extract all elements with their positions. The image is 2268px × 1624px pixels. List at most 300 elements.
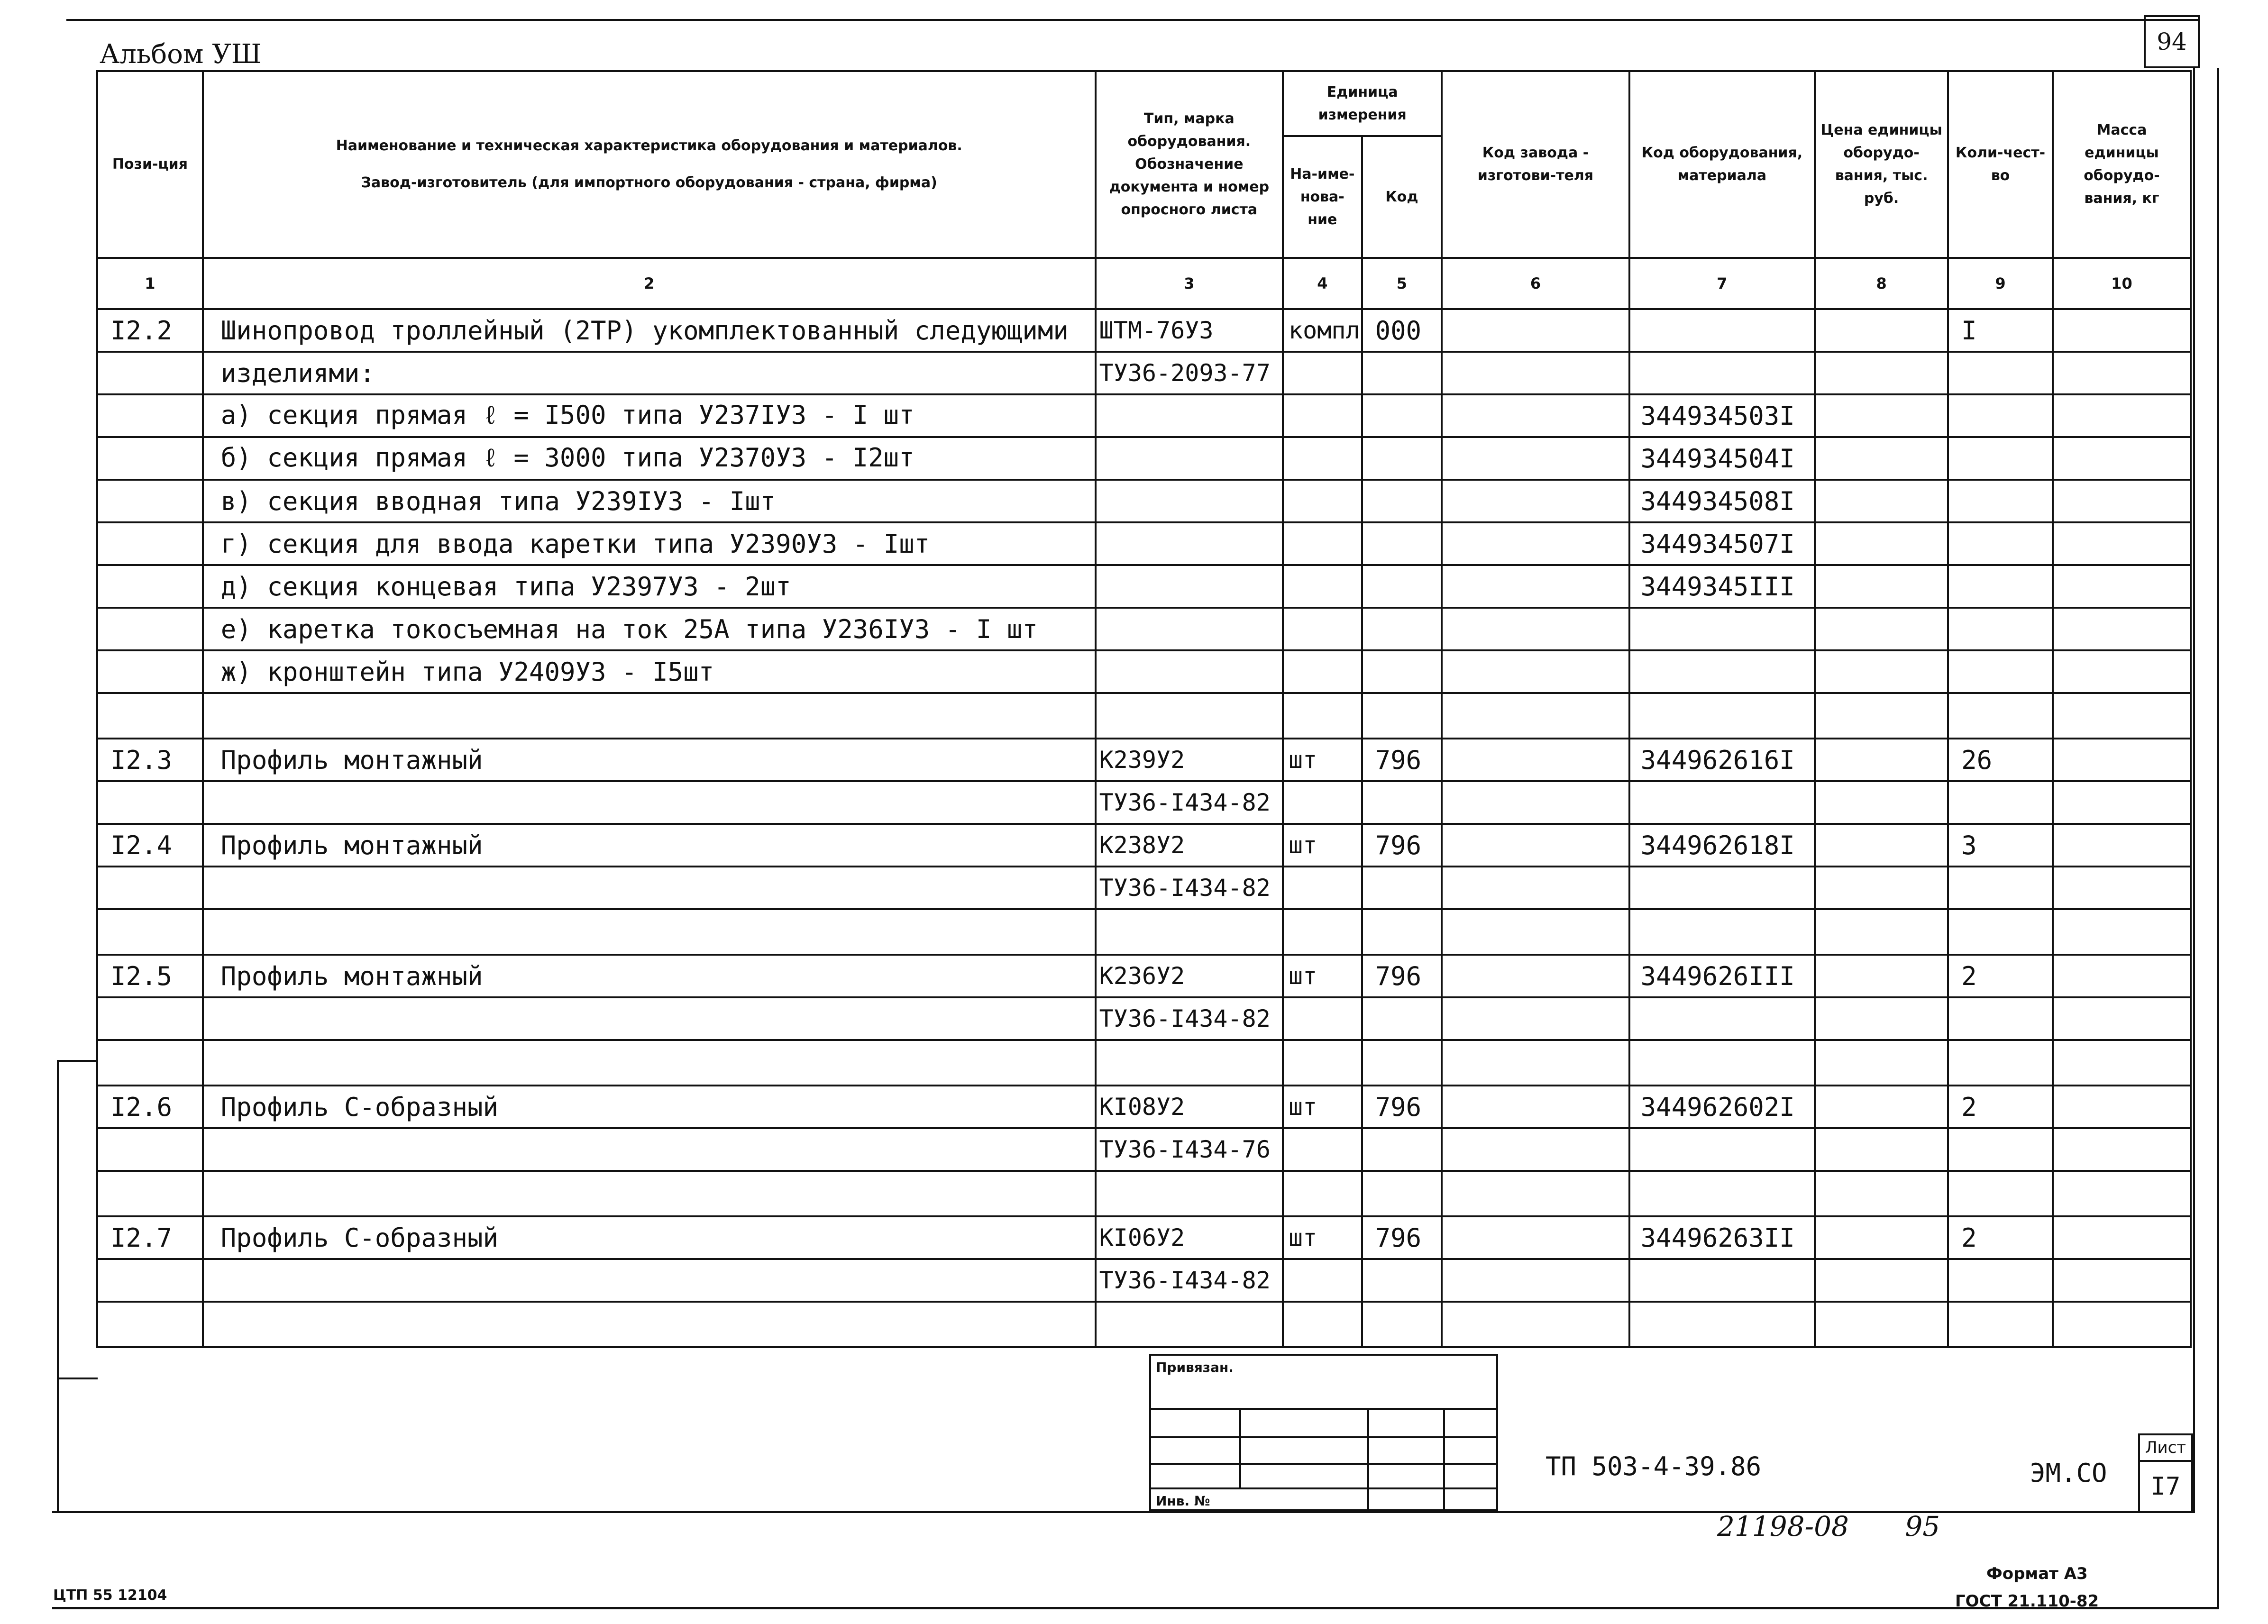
unit-name-cell [1283, 522, 1362, 565]
maker-code-cell [1442, 955, 1629, 997]
name-cell: Профиль С-образный [203, 1086, 1096, 1128]
name-cell: е) каретка токосъемная на ток 25А типа У236IУЗ - I шт [203, 608, 1096, 650]
header-row-top [97, 71, 2191, 136]
unit-name-cell [1283, 650, 1362, 693]
unit-code-cell [1362, 437, 1442, 480]
name-cell: изделиями: [203, 352, 1096, 394]
spacer-row [97, 1040, 2191, 1086]
type-cell [1096, 693, 1283, 739]
name-cell: а) секция прямая ℓ = I500 типа У237IУЗ - I шт [203, 394, 1096, 437]
quantity-cell: 26 [1948, 739, 2053, 781]
quantity-cell [1948, 352, 2053, 394]
unit-code-cell [1362, 522, 1442, 565]
unit-code-cell [1362, 693, 1442, 739]
handwritten-page: 95 [1905, 1510, 1940, 1542]
quantity-cell [1948, 522, 2053, 565]
type-cell [1096, 394, 1283, 437]
position-cell [97, 565, 203, 608]
unit-name-cell [1283, 565, 1362, 608]
name-cell: б) секция прямая ℓ = 3000 типа У2370УЗ - I2шт [203, 437, 1096, 480]
stamp-line [1239, 1408, 1241, 1487]
specification-table [96, 70, 2192, 1348]
quantity-cell [1948, 693, 2053, 739]
type-cell: ТУ36-I434-82 [1096, 867, 1283, 909]
type-cell [1096, 650, 1283, 693]
quantity-cell [1948, 909, 2053, 955]
unit-price-cell [1815, 480, 1948, 522]
quantity-cell [1948, 394, 2053, 437]
position-cell [97, 1302, 203, 1347]
equipment-code-cell [1629, 867, 1815, 909]
name-cell: Профиль монтажный [203, 739, 1096, 781]
unit-name-cell [1283, 1259, 1362, 1302]
mass-cell [2053, 437, 2191, 480]
name-cell: г) секция для ввода каретки типа У2390УЗ - Iшт [203, 522, 1096, 565]
unit-code-cell [1362, 650, 1442, 693]
type-cell [1096, 437, 1283, 480]
unit-price-cell [1815, 309, 1948, 352]
name-cell: ж) кронштейн типа У2409УЗ - I5шт [203, 650, 1096, 693]
maker-code-cell [1442, 650, 1629, 693]
type-cell [1096, 1171, 1283, 1216]
type-cell: КI06У2 [1096, 1216, 1283, 1259]
header-name-line1: Наименование и техническая характеристика оборудования и материалов. [336, 137, 962, 154]
maker-code-cell [1442, 480, 1629, 522]
frame-right-line [2217, 68, 2219, 1609]
frame-right-inner-line [2193, 68, 2195, 1513]
unit-code-cell [1362, 352, 1442, 394]
name-cell [203, 1259, 1096, 1302]
position-cell [97, 693, 203, 739]
name-cell [203, 1302, 1096, 1347]
quantity-cell [1948, 997, 2053, 1040]
name-cell: Профиль монтажный [203, 955, 1096, 997]
type-cell [1096, 565, 1283, 608]
unit-price-cell [1815, 739, 1948, 781]
header-unit-code: Код [1362, 136, 1442, 258]
unit-price-cell [1815, 909, 1948, 955]
unit-price-cell [1815, 522, 1948, 565]
name-cell [203, 997, 1096, 1040]
column-number-cell: 2 [203, 258, 1096, 309]
table-row [97, 352, 2191, 394]
unit-code-cell [1362, 394, 1442, 437]
unit-name-cell [1283, 997, 1362, 1040]
equipment-code-cell [1629, 1259, 1815, 1302]
stamp-line [1443, 1408, 1445, 1511]
equipment-code-cell [1629, 1171, 1815, 1216]
name-cell [203, 781, 1096, 824]
position-cell [97, 650, 203, 693]
column-number-cell: 1 [97, 258, 203, 309]
maker-code-cell [1442, 781, 1629, 824]
column-number-cell: 3 [1096, 258, 1283, 309]
mass-cell [2053, 693, 2191, 739]
type-cell [1096, 608, 1283, 650]
equipment-code-cell [1629, 650, 1815, 693]
unit-price-cell [1815, 955, 1948, 997]
position-cell [97, 867, 203, 909]
unit-name-cell [1283, 480, 1362, 522]
position-cell [97, 1171, 203, 1216]
type-cell: ШТМ-76УЗ [1096, 309, 1283, 352]
unit-price-cell [1815, 1259, 1948, 1302]
type-cell: ТУ36-2093-77 [1096, 352, 1283, 394]
position-cell: I2.7 [97, 1216, 203, 1259]
unit-price-cell [1815, 437, 1948, 480]
column-number-cell: 4 [1283, 258, 1362, 309]
unit-price-cell [1815, 352, 1948, 394]
unit-code-cell [1362, 565, 1442, 608]
unit-name-cell: шт [1283, 824, 1362, 867]
maker-code-cell [1442, 997, 1629, 1040]
mass-cell [2053, 997, 2191, 1040]
position-cell [97, 522, 203, 565]
unit-price-cell [1815, 565, 1948, 608]
table-row [97, 522, 2191, 565]
position-cell [97, 352, 203, 394]
mass-cell [2053, 1040, 2191, 1086]
unit-code-cell: 796 [1362, 1216, 1442, 1259]
equipment-code-cell: 3449626III [1629, 955, 1815, 997]
position-cell: I2.5 [97, 955, 203, 997]
table-row [97, 1216, 2191, 1259]
album-label: Альбом УШ [100, 39, 262, 70]
maker-code-cell [1442, 1086, 1629, 1128]
unit-code-cell [1362, 1128, 1442, 1171]
unit-code-cell: 796 [1362, 955, 1442, 997]
equipment-code-cell [1629, 1040, 1815, 1086]
table-row [97, 739, 2191, 781]
unit-price-cell [1815, 824, 1948, 867]
unit-price-cell [1815, 781, 1948, 824]
unit-price-cell [1815, 608, 1948, 650]
unit-code-cell [1362, 781, 1442, 824]
mass-cell [2053, 781, 2191, 824]
equipment-code-cell: 344934507I [1629, 522, 1815, 565]
unit-code-cell [1362, 1171, 1442, 1216]
column-number-cell: 5 [1362, 258, 1442, 309]
quantity-cell: 3 [1948, 824, 2053, 867]
unit-name-cell [1283, 1171, 1362, 1216]
name-cell: д) секция концевая типа У2397УЗ - 2шт [203, 565, 1096, 608]
column-number-row [97, 258, 2191, 309]
maker-code-cell [1442, 1040, 1629, 1086]
maker-code-cell [1442, 1216, 1629, 1259]
header-unit-name: На-име-нова-ние [1283, 136, 1362, 258]
type-cell [1096, 1302, 1283, 1347]
header-position: Пози-ция [97, 71, 203, 258]
unit-code-cell [1362, 867, 1442, 909]
mass-cell [2053, 608, 2191, 650]
quantity-cell [1948, 1040, 2053, 1086]
spacer-row [97, 693, 2191, 739]
table-row [97, 867, 2191, 909]
mass-cell [2053, 480, 2191, 522]
header-name [203, 71, 1096, 258]
unit-name-cell [1283, 1128, 1362, 1171]
maker-code-cell [1442, 824, 1629, 867]
stamp-line [1367, 1408, 1369, 1511]
unit-name-cell [1283, 1040, 1362, 1086]
maker-code-cell [1442, 909, 1629, 955]
table-row [97, 309, 2191, 352]
mass-cell [2053, 867, 2191, 909]
margin-strip-top [57, 1060, 98, 1062]
position-cell: I2.4 [97, 824, 203, 867]
table-row [97, 955, 2191, 997]
unit-price-cell [1815, 1171, 1948, 1216]
type-cell: ТУ36-I434-82 [1096, 781, 1283, 824]
header-unit-group: Единица измерения [1283, 71, 1442, 136]
header-mass: Масса единицы оборудо-вания, кг [2053, 71, 2191, 258]
quantity-cell [1948, 1259, 2053, 1302]
unit-name-cell [1283, 867, 1362, 909]
unit-code-cell: 796 [1362, 739, 1442, 781]
name-cell [203, 1128, 1096, 1171]
unit-price-cell [1815, 1040, 1948, 1086]
unit-name-cell [1283, 437, 1362, 480]
column-number-cell: 8 [1815, 258, 1948, 309]
mass-cell [2053, 352, 2191, 394]
header-maker-code: Код завода - изготови-теля [1442, 71, 1629, 258]
margin-strip-mid [57, 1378, 98, 1379]
mass-cell [2053, 1259, 2191, 1302]
quantity-cell [1948, 608, 2053, 650]
mass-cell [2053, 1128, 2191, 1171]
type-cell: ТУ36-I434-82 [1096, 1259, 1283, 1302]
table-row [97, 997, 2191, 1040]
mass-cell [2053, 955, 2191, 997]
mass-cell [2053, 1302, 2191, 1347]
equipment-code-cell: 344934504I [1629, 437, 1815, 480]
equipment-code-cell: 344962618I [1629, 824, 1815, 867]
maker-code-cell [1442, 565, 1629, 608]
type-cell [1096, 522, 1283, 565]
quantity-cell [1948, 867, 2053, 909]
unit-name-cell: шт [1283, 1086, 1362, 1128]
quantity-cell [1948, 480, 2053, 522]
type-cell: ТУ36-I434-82 [1096, 997, 1283, 1040]
table-row [97, 394, 2191, 437]
equipment-code-cell [1629, 1128, 1815, 1171]
unit-name-cell: шт [1283, 955, 1362, 997]
type-cell: ТУ36-I434-76 [1096, 1128, 1283, 1171]
position-cell [97, 480, 203, 522]
position-cell [97, 997, 203, 1040]
table-row [97, 781, 2191, 824]
name-cell [203, 867, 1096, 909]
mass-cell [2053, 309, 2191, 352]
unit-name-cell [1283, 781, 1362, 824]
table-row [97, 650, 2191, 693]
type-cell: К236У2 [1096, 955, 1283, 997]
unit-name-cell [1283, 352, 1362, 394]
unit-name-cell [1283, 693, 1362, 739]
table-row [97, 1128, 2191, 1171]
position-cell [97, 909, 203, 955]
maker-code-cell [1442, 522, 1629, 565]
column-number-cell: 10 [2053, 258, 2191, 309]
type-cell [1096, 1040, 1283, 1086]
quantity-cell [1948, 565, 2053, 608]
margin-strip-line [57, 1060, 59, 1513]
equipment-code-cell: 344962616I [1629, 739, 1815, 781]
equipment-code-cell [1629, 608, 1815, 650]
mass-cell [2053, 909, 2191, 955]
unit-code-cell [1362, 997, 1442, 1040]
table-row [97, 1086, 2191, 1128]
spacer-row [97, 1171, 2191, 1216]
table-row [97, 1259, 2191, 1302]
unit-price-cell [1815, 997, 1948, 1040]
header-name-line2: Завод-изготовитель (для импортного оборудования - страна, фирма) [361, 174, 937, 191]
position-cell [97, 437, 203, 480]
name-cell: в) секция вводная типа У239IУЗ - Iшт [203, 480, 1096, 522]
quantity-cell [1948, 781, 2053, 824]
maker-code-cell [1442, 739, 1629, 781]
unit-price-cell [1815, 867, 1948, 909]
equipment-code-cell: 344934508I [1629, 480, 1815, 522]
unit-price-cell [1815, 1086, 1948, 1128]
column-number-cell: 6 [1442, 258, 1629, 309]
equipment-code-cell: 344934503I [1629, 394, 1815, 437]
equipment-code-cell [1629, 352, 1815, 394]
mass-cell [2053, 650, 2191, 693]
quantity-cell: 2 [1948, 955, 2053, 997]
position-cell [97, 394, 203, 437]
unit-price-cell [1815, 1302, 1948, 1347]
frame-top-line [66, 19, 2200, 21]
mass-cell [2053, 824, 2191, 867]
mass-cell [2053, 522, 2191, 565]
maker-code-cell [1442, 1259, 1629, 1302]
name-cell: Профиль С-образный [203, 1216, 1096, 1259]
quantity-cell [1948, 650, 2053, 693]
document-code: ТП 503-4-39.86 [1546, 1451, 1762, 1481]
equipment-code-cell [1629, 909, 1815, 955]
handwritten-archive-note [1717, 1510, 1940, 1542]
quantity-cell: 2 [1948, 1086, 2053, 1128]
maker-code-cell [1442, 437, 1629, 480]
format-label: Формат А3 [1986, 1564, 2088, 1583]
type-cell [1096, 909, 1283, 955]
frame-bottom-line [52, 1607, 2219, 1609]
maker-code-cell [1442, 1171, 1629, 1216]
maker-code-cell [1442, 693, 1629, 739]
equipment-code-cell [1629, 693, 1815, 739]
maker-code-cell [1442, 867, 1629, 909]
table-row [97, 437, 2191, 480]
unit-code-cell: 796 [1362, 824, 1442, 867]
mass-cell [2053, 394, 2191, 437]
maker-code-cell [1442, 1302, 1629, 1347]
unit-code-cell [1362, 480, 1442, 522]
name-cell [203, 909, 1096, 955]
quantity-cell [1948, 1128, 2053, 1171]
maker-code-cell [1442, 608, 1629, 650]
mass-cell [2053, 739, 2191, 781]
unit-name-cell: компл [1283, 309, 1362, 352]
header-unit-price: Цена единицы оборудо-вания, тыс. руб. [1815, 71, 1948, 258]
unit-price-cell [1815, 394, 1948, 437]
quantity-cell [1948, 437, 2053, 480]
position-cell [97, 1128, 203, 1171]
name-cell [203, 693, 1096, 739]
sheet-label: Лист [2138, 1433, 2193, 1462]
quantity-cell: 2 [1948, 1216, 2053, 1259]
name-cell: Профиль монтажный [203, 824, 1096, 867]
equipment-code-cell: 34496263II [1629, 1216, 1815, 1259]
position-cell [97, 608, 203, 650]
name-cell [203, 1171, 1096, 1216]
position-cell [97, 1040, 203, 1086]
position-cell [97, 781, 203, 824]
header-quantity: Коли-чест-во [1948, 71, 2053, 258]
type-cell: К238У2 [1096, 824, 1283, 867]
maker-code-cell [1442, 1128, 1629, 1171]
position-cell [97, 1259, 203, 1302]
equipment-code-cell: 3449345III [1629, 565, 1815, 608]
unit-name-cell [1283, 1302, 1362, 1347]
column-number-cell: 7 [1629, 258, 1815, 309]
header-type: Тип, марка оборудования. Обозначение документа и номер опросного листа [1096, 71, 1283, 258]
unit-price-cell [1815, 1128, 1948, 1171]
equipment-code-cell: 344962602I [1629, 1086, 1815, 1128]
quantity-cell [1948, 1302, 2053, 1347]
maker-code-cell [1442, 309, 1629, 352]
unit-price-cell [1815, 1216, 1948, 1259]
unit-name-cell: шт [1283, 1216, 1362, 1259]
type-cell [1096, 480, 1283, 522]
unit-code-cell [1362, 1302, 1442, 1347]
table-row [97, 480, 2191, 522]
mass-cell [2053, 1171, 2191, 1216]
binding-stamp [1149, 1354, 1498, 1511]
column-number-cell: 9 [1948, 258, 2053, 309]
unit-code-cell [1362, 909, 1442, 955]
header-equipment-code: Код оборудования, материала [1629, 71, 1815, 258]
mass-cell [2053, 1086, 2191, 1128]
type-cell: КI08У2 [1096, 1086, 1283, 1128]
document-mark: ЭМ.СО [2030, 1458, 2107, 1488]
maker-code-cell [1442, 352, 1629, 394]
unit-price-cell [1815, 693, 1948, 739]
archive-label: ЦТП 55 12104 [53, 1587, 167, 1604]
position-cell: I2.2 [97, 309, 203, 352]
mass-cell [2053, 1216, 2191, 1259]
unit-name-cell [1283, 608, 1362, 650]
equipment-code-cell [1629, 781, 1815, 824]
name-cell [203, 1040, 1096, 1086]
sheet-number: I7 [2138, 1460, 2193, 1513]
name-cell: Шинопровод троллейный (2ТР) укомплектованный следующими [203, 309, 1096, 352]
maker-code-cell [1442, 394, 1629, 437]
position-cell: I2.3 [97, 739, 203, 781]
unit-code-cell [1362, 1259, 1442, 1302]
gost-label: ГОСТ 21.110-82 [1955, 1592, 2099, 1611]
position-cell: I2.6 [97, 1086, 203, 1128]
table-row [97, 824, 2191, 867]
unit-name-cell: шт [1283, 739, 1362, 781]
unit-code-cell: 796 [1362, 1086, 1442, 1128]
handwritten-archive-number: 21198-08 [1717, 1510, 1849, 1542]
equipment-code-cell [1629, 1302, 1815, 1347]
spacer-row [97, 909, 2191, 955]
equipment-code-cell [1629, 997, 1815, 1040]
unit-name-cell [1283, 394, 1362, 437]
mass-cell [2053, 565, 2191, 608]
